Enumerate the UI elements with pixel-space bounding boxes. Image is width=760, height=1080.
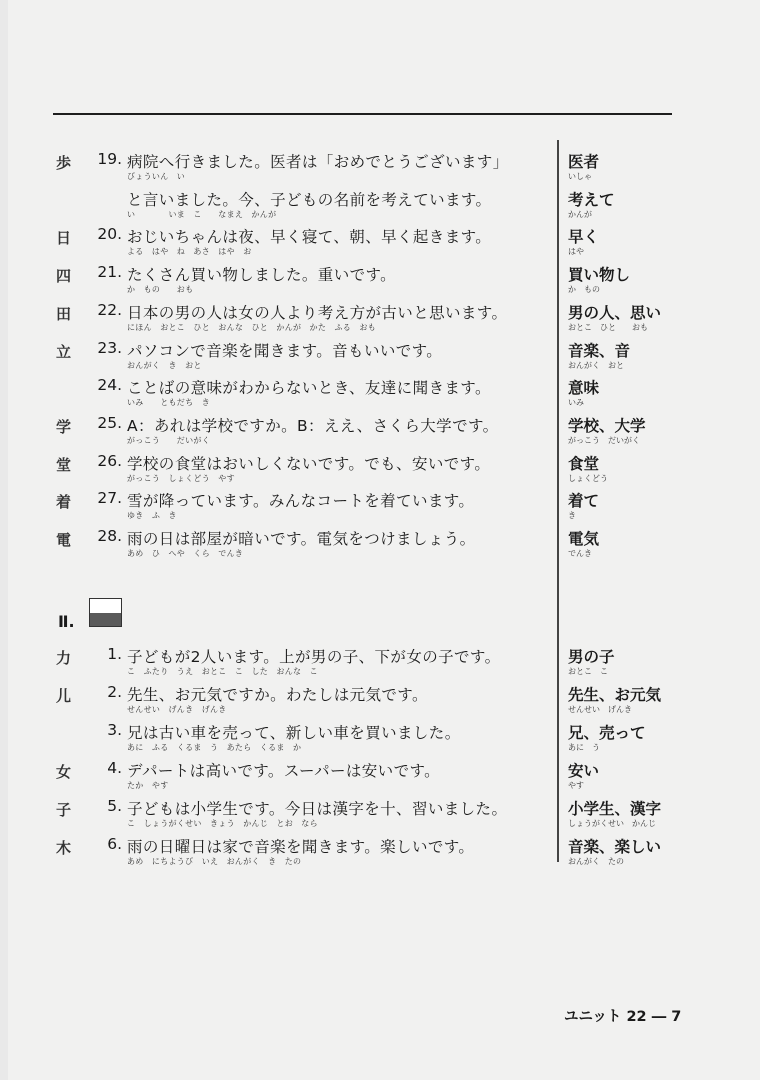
kanji-margin-mark: 儿 [56, 687, 72, 705]
sentence-text: 子どもは小学生です。今日は漢字を十、習いました。 [127, 800, 508, 818]
kanji-margin-mark: 立 [56, 342, 72, 361]
item-number: 26. [97, 451, 122, 470]
sentence-text: 病院へ行きました。医者は「おめでとうございます」 [127, 153, 509, 171]
answer-text: 学校、大学 [568, 416, 646, 435]
answer-text: 兄、売って [568, 724, 646, 742]
exercise-row [0, 683, 760, 723]
kanji-margin-mark: 着 [56, 493, 72, 512]
answer-furigana: いしゃ [568, 172, 592, 181]
item-number: 4. [107, 759, 122, 777]
sentence-text: デパートは高いです。スーパーは安いです。 [127, 762, 441, 780]
sentence-text: パソコンで音楽を聞きます。音もいいです。 [127, 341, 443, 360]
item-number: 23. [97, 338, 122, 357]
sentence-furigana: い いま こ なまえ かんが [127, 209, 277, 219]
answer-furigana: おんがく たの [568, 857, 624, 866]
sentence-text: たくさん買い物しました。重いです。 [127, 266, 397, 285]
answer-text: 早く [568, 228, 600, 247]
top-rule [53, 113, 672, 115]
exercise-row [0, 452, 760, 492]
answer-furigana: おとこ ひと おも [568, 322, 648, 332]
exercise-row [0, 835, 760, 875]
page-footer: ユニット 22 ― 7 [564, 1009, 682, 1025]
sentence-text: A：あれは学校ですか。B：ええ、さくら大学です。 [127, 416, 499, 435]
sentence-text: 兄は古い車を売って、新しい車を買いました。 [127, 724, 461, 742]
answer-text: 音楽、楽しい [568, 838, 662, 856]
answer-text: 電気 [568, 530, 600, 548]
sentence-furigana: こ しょうがくせい きょう かんじ とお なら [127, 819, 318, 828]
answer-furigana: あに う [568, 743, 600, 752]
item-number: 5. [107, 797, 122, 815]
sentence-furigana: がっこう しょくどう やす [127, 473, 235, 483]
item-number: 27. [97, 489, 122, 508]
sentence-furigana: せんせい げんき げんき [127, 705, 227, 714]
item-number: 22. [97, 300, 122, 319]
item-number: 6. [107, 835, 122, 853]
sentence-furigana: たか やす [127, 781, 169, 790]
exercise-row [0, 301, 760, 341]
answer-text: 安い [568, 762, 600, 780]
answer-furigana: おんがく おと [568, 360, 624, 370]
exercise-row [0, 150, 760, 190]
exercise-row [0, 759, 760, 799]
item-number: 20. [97, 225, 122, 244]
exercise-row [0, 414, 760, 454]
kanji-margin-mark: 木 [56, 839, 72, 857]
kanji-margin-mark: 歩 [56, 154, 72, 172]
answer-text: 小学生、漢字 [568, 800, 662, 818]
sentence-text: 子どもが2人います。上が男の子、下が女の子です。 [127, 648, 501, 666]
kanji-margin-mark: 日 [56, 229, 72, 248]
item-number: 24. [97, 376, 122, 395]
kanji-margin-mark: 四 [56, 267, 72, 286]
item-number: 19. [97, 150, 122, 168]
exercise-row [0, 645, 760, 685]
answer-furigana: おとこ こ [568, 667, 608, 676]
item-number: 28. [97, 527, 122, 545]
exercise-row [0, 263, 760, 303]
sentence-text: おじいちゃんは夜、早く寝て、朝、早く起きます。 [127, 228, 492, 247]
answer-furigana: はや [568, 247, 584, 257]
section-icon [89, 598, 122, 627]
answer-text: 着て [568, 492, 600, 511]
answer-furigana: しょくどう [568, 473, 608, 483]
answer-text: 医者 [568, 153, 600, 171]
sentence-furigana: にほん おとこ ひと おんな ひと かんが かた ふる おも [127, 322, 376, 332]
answer-text: 男の子 [568, 648, 615, 666]
sentence-text: 雨の日曜日は家で音楽を聞きます。楽しいです。 [127, 838, 475, 856]
sentence-text: と言いました。今、子どもの名前を考えています。 [127, 190, 492, 209]
answer-furigana: いみ [568, 398, 584, 408]
answer-furigana: でんき [568, 549, 592, 558]
sentence-text: 先生、お元気ですか。わたしは元気です。 [127, 686, 428, 704]
answer-text: 男の人、思い [568, 303, 662, 322]
item-number: 1. [107, 645, 122, 663]
sentence-furigana: おんがく き おと [127, 360, 202, 370]
kanji-margin-mark: 電 [56, 531, 72, 549]
answer-text: 意味 [568, 379, 600, 398]
section-label: Ⅱ. [58, 612, 75, 631]
sentence-furigana: か もの おも [127, 285, 194, 295]
exercise-row [0, 721, 760, 761]
item-number: 25. [97, 413, 122, 432]
kanji-margin-mark: 堂 [56, 455, 72, 474]
sentence-furigana: いみ ともだち き [127, 398, 210, 408]
sentence-furigana: よる はや ね あさ はや お [127, 247, 252, 257]
kanji-margin-mark: 力 [56, 649, 72, 667]
exercise-row [0, 797, 760, 837]
answer-furigana: き [568, 511, 576, 521]
answer-furigana: か もの [568, 285, 600, 295]
answer-furigana: せんせい げんき [568, 705, 632, 714]
item-number: 2. [107, 683, 122, 701]
sentence-text: 雪が降っています。みんなコートを着ています。 [127, 492, 475, 511]
answer-furigana: かんが [568, 209, 592, 219]
sentence-furigana: あめ にちようび いえ おんがく き たの [127, 857, 302, 866]
exercise-row [0, 339, 760, 379]
answer-furigana: やす [568, 781, 584, 790]
item-number: 3. [107, 721, 122, 739]
answer-text: 考えて [568, 190, 615, 209]
sentence-furigana: ゆき ふ き [127, 511, 177, 521]
sentence-text: 雨の日は部屋が暗いです。電気をつけましょう。 [127, 530, 476, 548]
answer-furigana: しょうがくせい かんじ [568, 819, 656, 828]
answer-text: 買い物し [568, 266, 631, 285]
sentence-furigana: びょういん い [127, 172, 186, 181]
sentence-text: ことばの意味がわからないとき、友達に聞きます。 [127, 379, 491, 398]
exercise-row [0, 489, 760, 529]
answer-text: 先生、お元気 [568, 686, 662, 704]
answer-text: 音楽、音 [568, 341, 631, 360]
exercise-row [0, 188, 760, 228]
sentence-text: 日本の男の人は女の人より考え方が古いと思います。 [127, 303, 508, 322]
sentence-furigana: がっこう だいがく [127, 435, 210, 445]
sentence-furigana: あに ふる くるま う あたら くるま か [127, 743, 302, 752]
sentence-furigana: こ ふたり うえ おとこ こ した おんな こ [127, 667, 318, 676]
item-number: 21. [97, 263, 122, 282]
sentence-text: 学校の食堂はおいしくないです。でも、安いです。 [127, 454, 491, 473]
answer-furigana: がっこう だいがく [568, 435, 640, 445]
exercise-row [0, 527, 760, 567]
kanji-margin-mark: 田 [56, 304, 72, 323]
answer-text: 食堂 [568, 454, 600, 473]
kanji-margin-mark: 学 [56, 417, 72, 436]
sentence-furigana: あめ ひ へや くら でんき [127, 549, 244, 558]
kanji-margin-mark: 子 [56, 801, 72, 819]
kanji-margin-mark: 女 [56, 763, 72, 781]
exercise-row [0, 225, 760, 265]
exercise-row [0, 376, 760, 416]
